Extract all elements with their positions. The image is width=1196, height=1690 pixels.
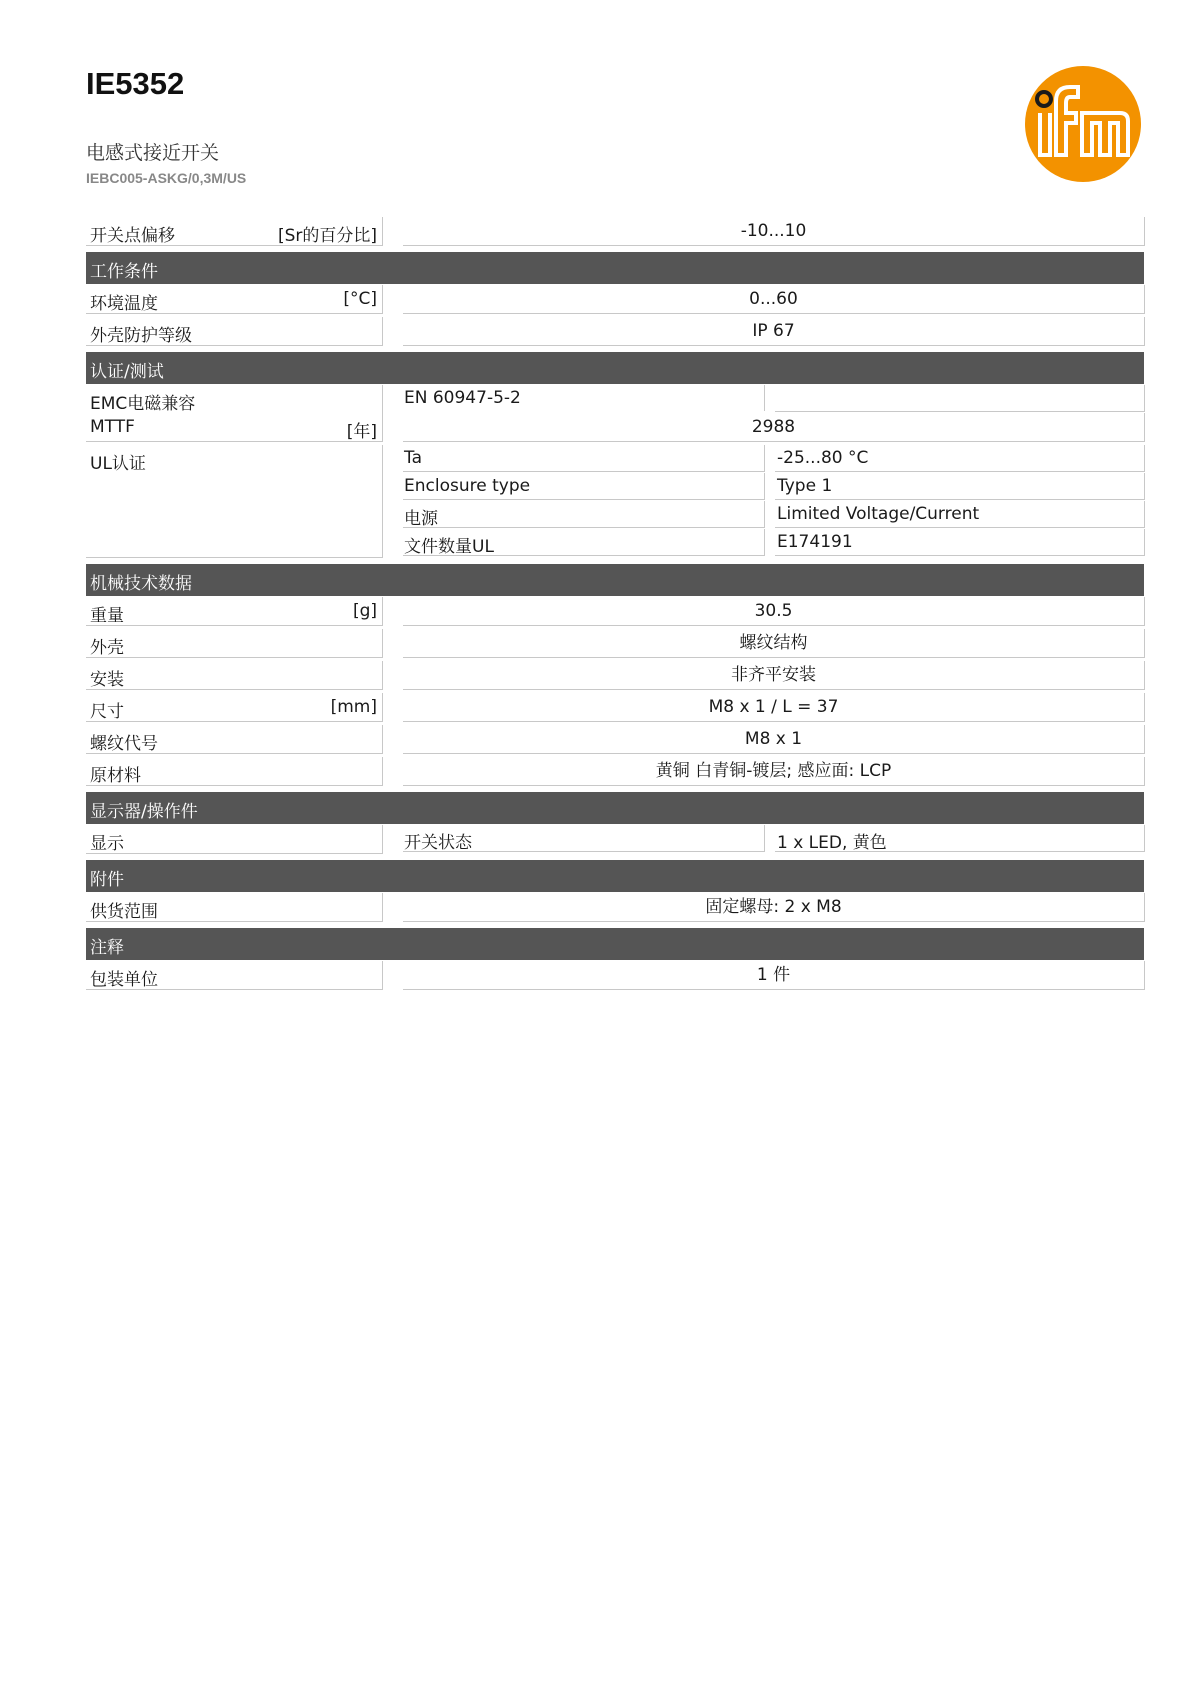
datasheet-table: [86, 216, 1144, 992]
row-label: EMC电磁兼容: [90, 394, 196, 414]
row-label: 外壳: [90, 638, 124, 658]
section-title: 工作条件: [90, 262, 158, 282]
section-header-remarks: [86, 928, 1144, 960]
section-title: 认证/测试: [90, 362, 164, 382]
row-mounting: [86, 660, 1144, 692]
ul-item-key: Ta: [404, 448, 422, 468]
row-value: 0...60: [403, 285, 1145, 314]
row-ul-approval: [86, 444, 1144, 560]
product-title: IE5352: [86, 66, 185, 101]
row-protection: [86, 316, 1144, 348]
row-value: 固定螺母: 2 x M8: [403, 893, 1145, 922]
section-header-mechanical: [86, 564, 1144, 596]
row-value: 黄铜 白青铜-镀层; 感应面: LCP: [403, 757, 1145, 786]
row-value: 1 x LED, 黄色: [777, 833, 887, 853]
row-label: 重量: [90, 606, 124, 626]
row-value: 非齐平安装: [403, 661, 1145, 690]
row-scope-of-delivery: [86, 892, 1144, 924]
product-subtitle: 电感式接近开关: [86, 142, 220, 164]
ul-item-key: 电源: [404, 509, 438, 529]
ul-item-value: E174191: [777, 532, 853, 552]
row-label: 螺纹代号: [90, 734, 158, 754]
row-label: 外壳防护等级: [90, 326, 192, 346]
section-title: 显示器/操作件: [90, 802, 198, 822]
row-unit: [年]: [346, 422, 377, 442]
section-title: 附件: [90, 870, 124, 890]
ul-item-key: 文件数量UL: [404, 537, 494, 557]
row-packaging-unit: [86, 960, 1144, 992]
row-label: 显示: [90, 834, 124, 854]
ul-item: [86, 472, 1144, 500]
row-unit: [Sr的百分比]: [277, 226, 377, 246]
row-label: 包装单位: [90, 970, 158, 990]
row-value: 30.5: [403, 597, 1145, 626]
row-value: IP 67: [403, 317, 1145, 346]
row-label: 安装: [90, 670, 124, 690]
row-label: 开关点偏移: [90, 226, 175, 246]
ifm-logo: [1024, 65, 1142, 183]
row-value: -10...10: [403, 217, 1145, 246]
row-value: EN 60947-5-2: [404, 388, 521, 408]
row-unit: [mm]: [330, 697, 377, 717]
row-value: M8 x 1: [403, 725, 1145, 754]
row-dimensions: [86, 692, 1144, 724]
row-label: 尺寸: [90, 702, 124, 722]
ul-item-value: -25...80 °C: [777, 448, 869, 468]
section-title: 注释: [90, 938, 124, 958]
section-title: 机械技术数据: [90, 574, 192, 594]
ul-item-value: Limited Voltage/Current: [777, 504, 980, 524]
row-value: 1 件: [403, 961, 1145, 990]
ul-item: [86, 500, 1144, 528]
ul-item: [86, 528, 1144, 556]
row-key: 开关状态: [404, 833, 472, 853]
ul-item-value: Type 1: [777, 476, 833, 496]
row-value: 螺纹结构: [403, 629, 1145, 658]
row-weight: [86, 596, 1144, 628]
section-header-approvals: [86, 352, 1144, 384]
ul-item: [86, 444, 1144, 472]
section-header-operating: [86, 252, 1144, 284]
row-emc: [86, 384, 1144, 412]
row-label: 原材料: [90, 766, 141, 786]
row-mttf: [86, 412, 1144, 444]
row-unit: [°C]: [343, 289, 377, 309]
row-label: MTTF: [90, 417, 135, 437]
row-label: 环境温度: [90, 294, 158, 314]
row-label: UL认证: [90, 454, 146, 474]
row-switch-offset: [86, 216, 1144, 248]
row-value: M8 x 1 / L = 37: [403, 693, 1145, 722]
row-label: 供货范围: [90, 902, 158, 922]
row-ambient-temp: [86, 284, 1144, 316]
row-materials: [86, 756, 1144, 788]
row-display: [86, 824, 1144, 856]
row-unit: [g]: [352, 601, 377, 621]
row-thread: [86, 724, 1144, 756]
row-value: 2988: [403, 413, 1145, 442]
row-housing: [86, 628, 1144, 660]
section-header-display: [86, 792, 1144, 824]
section-header-accessories: [86, 860, 1144, 892]
ul-item-key: Enclosure type: [404, 476, 531, 496]
product-model: IEBC005-ASKG/0,3M/US: [86, 170, 247, 186]
